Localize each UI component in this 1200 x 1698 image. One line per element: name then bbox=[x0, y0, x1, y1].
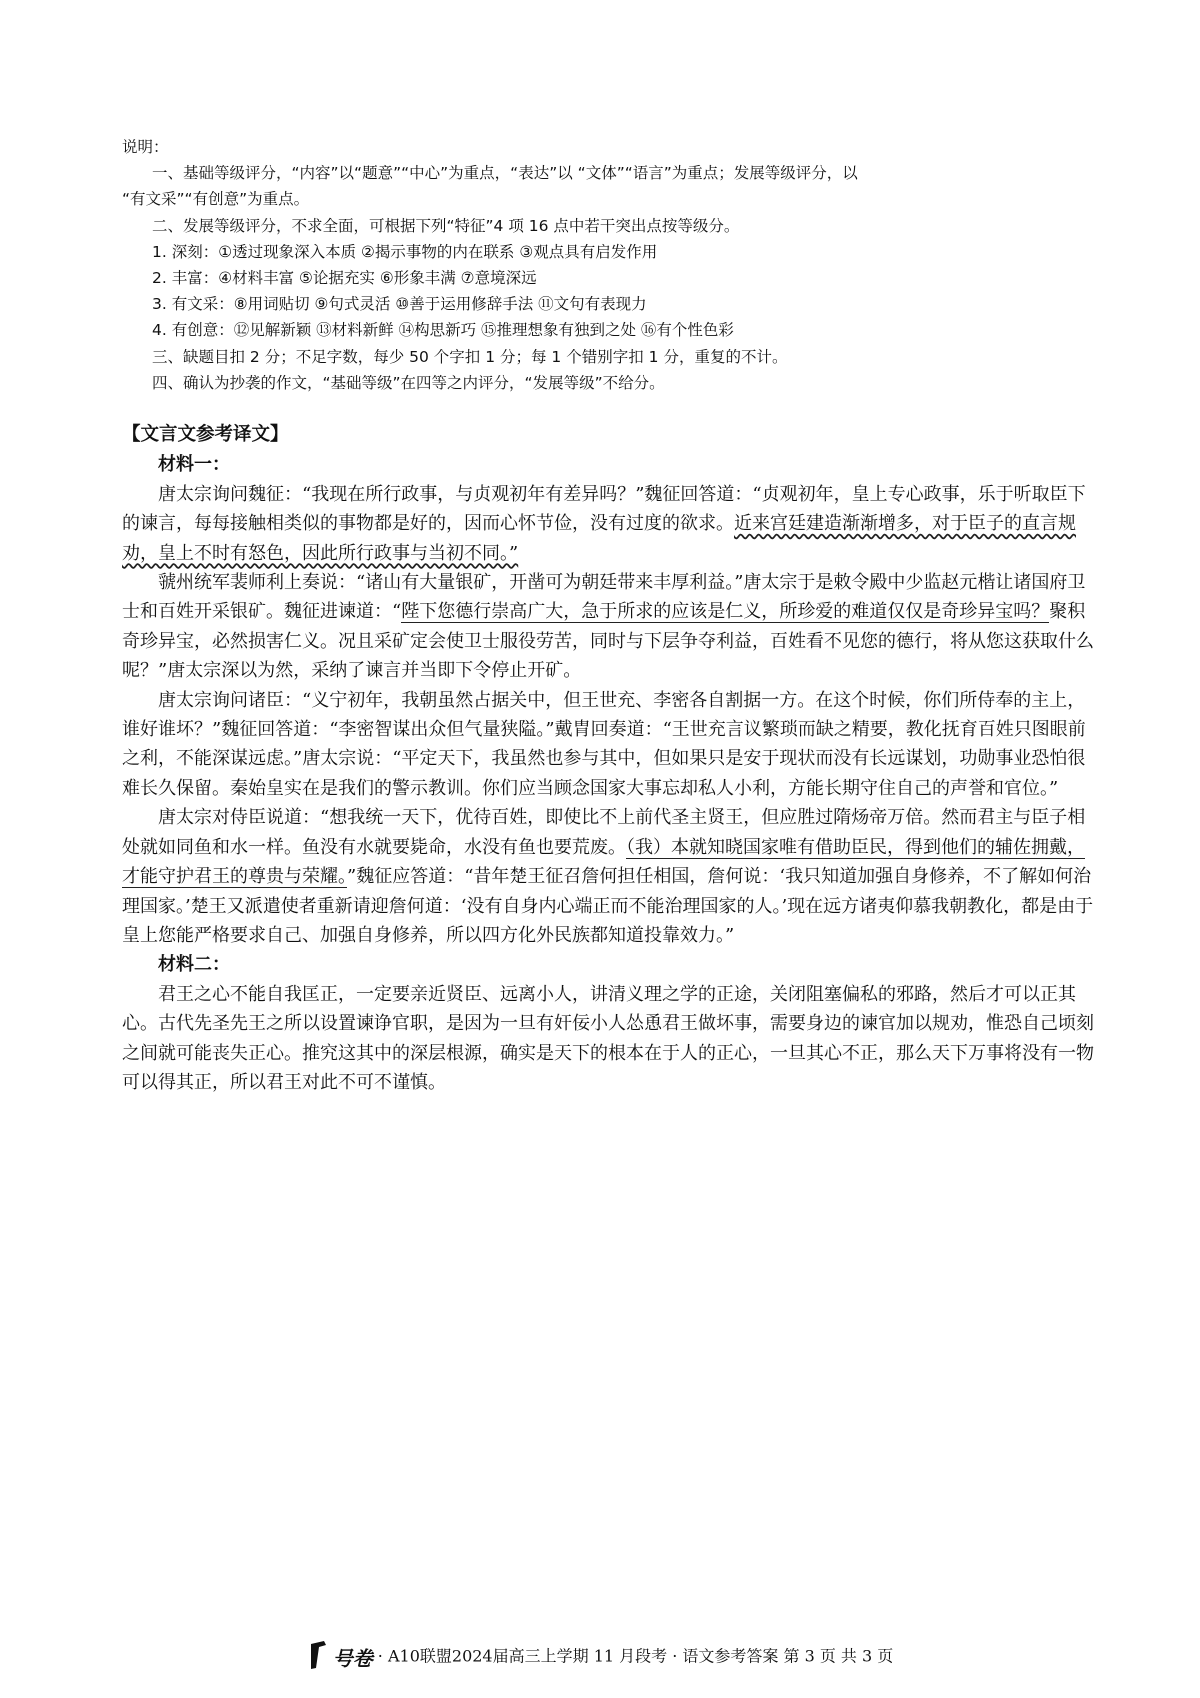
scoring-notes bbox=[122, 134, 1092, 396]
paragraph-4-text-end: ”魏征应答道：“昔年楚王征召詹何担任相国，詹何说：‘我只知道加强自身修养，不了解如何治理国家。’楚王又派遣使者重新请迎詹何道：‘没有自身内心端正而不能治理国家的人。’现在远方诸夷仰慕我朝教化，都是由于皇上您能严格要求自己、加强自身修养，所以四方化外民族都知道投靠效力。” bbox=[122, 866, 1094, 946]
paragraph-1 bbox=[122, 480, 1094, 568]
notes-item-1: 1. 深刻：①透过现象深入本质 ②揭示事物的内在联系 ③观点具有启发作用 bbox=[152, 242, 658, 261]
page-footer bbox=[0, 1640, 1200, 1674]
notes-line-4: 四、确认为抄袭的作文，“基础等级”在四等之内评分，“发展等级”不给分。 bbox=[152, 373, 665, 392]
notes-line-1: 一、基础等级评分，“内容”以“题意”“中心”为重点，“表达”以 “文体”“语言”为重点；发展等级评分，以 bbox=[152, 164, 858, 183]
paragraph-2-text-end: 聚积奇珍异宝，必然损害仁义。况且采矿定会使卫士服役劳苦，同时与下层争夺利益，百姓看不见您的德行，将从您这获取什么呢？”唐太宗深以为然，采纳了谏言并当即下令停止开矿。 bbox=[122, 601, 1094, 682]
paragraph-4 bbox=[122, 803, 1094, 950]
notes-line-2: 二、发展等级评分，不求全面，可根据下列“特征”4 项 16 点中若干突出点按等级分。 bbox=[152, 216, 740, 235]
notes-item-4: 4. 有创意：⑫见解新颖 ⑬材料新鲜 ⑭构思新巧 ⑮推理想象有独到之处 ⑯有个性色彩 bbox=[152, 321, 734, 340]
translation-section bbox=[122, 420, 1094, 1097]
paragraph-4-underline: （我）本就知晓国家唯有借助臣民，得到他们的辅佐拥戴，才能守护君王的尊贵与荣耀。 bbox=[122, 836, 1085, 888]
material-2-label: 材料二： bbox=[158, 954, 230, 976]
notes-title: 说明： bbox=[122, 138, 169, 156]
notes-item-3: 3. 有文采：⑧用词贴切 ⑨句式灵活 ⑩善于运用修辞手法 ⑪文句有表现力 bbox=[152, 295, 647, 314]
brand-logo-text: 号卷 bbox=[332, 1646, 373, 1671]
material-1-label: 材料一： bbox=[158, 454, 230, 476]
notes-item-2: 2. 丰富：④材料丰富 ⑤论据充实 ⑥形象丰满 ⑦意境深远 bbox=[152, 269, 537, 288]
paragraph-5: 君王之心不能自我匡正，一定要亲近贤臣、远离小人，讲清义理之学的正途，关闭阻塞偏私的邪路，然后才可以正其心。古代先圣先王之所以设置谏诤官职，是因为一旦有奸佞小人怂恿君王做坏事，需要身边的谏官加以规劝，惟恐自己顷刻之间就可能丧失正心。推究这其中的深层根源，确实是天下的根本在于人的正心，一旦其心不正，那么天下万事将没有一物可以得其正，所以君王对此不可不谨慎。 bbox=[122, 983, 1094, 1093]
paragraph-2 bbox=[122, 568, 1094, 686]
paragraph-2-text: 虢州统军裴师利上奏说：“诸山有大量银矿，开凿可为朝廷带来丰厚利益。”唐太宗于是敕令殿中少监赵元楷让诸国府卫士和百姓开采银矿。魏征进谏道：“ bbox=[122, 572, 1086, 623]
paragraph-1-text: 唐太宗询问魏征：“我现在所行政事，与贞观初年有差异吗？”魏征回答道：“贞观初年，皇上专心政事，乐于听取臣下的谏言，每每接触相类似的事物都是好的，因而心怀节俭，没有过度的欲求。 bbox=[122, 483, 1086, 535]
notes-line-1-cont: “有文采”“有创意”为重点。 bbox=[122, 190, 310, 209]
translation-heading: 【文言文参考译文】 bbox=[122, 424, 289, 445]
footer-text: · A10联盟2024届高三上学期 11 月段考 · 语文参考答案 第 3 页 共 3 页 bbox=[377, 1646, 894, 1666]
paragraph-3: 唐太宗询问诸臣：“义宁初年，我朝虽然占据关中，但王世充、李密各自割据一方。在这个时候，你们所侍奉的主上，谁好谁坏？”魏征回答道：“李密智谋出众但气量狭隘。”戴胄回奏道：“王世充言议繁琐而缺之精要，教化抚育百姓只图眼前之利，不能深谋远虑。”唐太宗说：“平定天下，我虽然也参与其中，但如果只是安于现状而没有长远谋划，功勋事业恐怕很难长久保留。秦始皇实在是我们的警示教训。你们应当顾念国家大事忘却私人小利，方能长期守住自己的声誉和官位。” bbox=[122, 689, 1086, 799]
notes-line-3: 三、缺题目扣 2 分；不足字数，每少 50 个字扣 1 分；每 1 个错别字扣 1 分，重复的不计。 bbox=[152, 347, 788, 366]
paragraph-1-wavy-underline: 近来宫廷建造渐渐增多，对于臣子的直言规劝，皇上不时有怒色，因此所行政事与当初不同。” bbox=[122, 513, 1076, 564]
brand-logo-icon bbox=[307, 1640, 329, 1674]
paragraph-4-text: 唐太宗对侍臣说道：“想我统一天下，优待百姓，即使比不上前代圣主贤王，但应胜过隋炀帝万倍。然而君主与臣子相处就如同鱼和水一样。鱼没有水就要毙命，水没有鱼也要荒废。 bbox=[122, 807, 1086, 858]
paragraph-2-underline: 陛下您德行崇高广大，急于所求的应该是仁义，所珍爱的难道仅仅是奇珍异宝吗？ bbox=[401, 601, 1050, 623]
